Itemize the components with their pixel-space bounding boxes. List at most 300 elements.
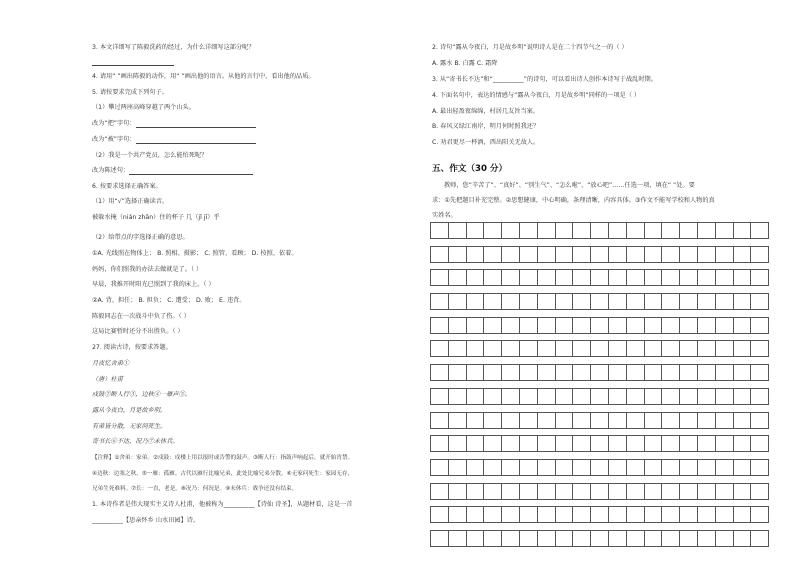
grid-cell[interactable] bbox=[645, 413, 663, 428]
grid-cell[interactable] bbox=[431, 531, 449, 546]
q6-2b-sentence-1[interactable]: 陈毅同志在一次战斗中负了伤。（ ） bbox=[92, 313, 190, 320]
grid-cell[interactable] bbox=[716, 484, 734, 499]
grid-cell[interactable] bbox=[467, 507, 485, 522]
grid-cell[interactable] bbox=[698, 341, 716, 356]
q6-1-pinyin-line[interactable]: 被躲水掩（nián zhān）住的杯子 几（jǐ jī）乎 bbox=[92, 214, 220, 221]
grid-cell[interactable] bbox=[538, 460, 556, 475]
grid-cell[interactable] bbox=[662, 484, 680, 499]
grid-cell[interactable] bbox=[449, 223, 467, 238]
grid-cell[interactable] bbox=[484, 294, 502, 309]
grid-cell[interactable] bbox=[556, 270, 574, 285]
grid-cell[interactable] bbox=[627, 484, 645, 499]
grid-cell[interactable] bbox=[627, 341, 645, 356]
grid-cell[interactable] bbox=[751, 365, 769, 380]
grid-cell[interactable] bbox=[716, 365, 734, 380]
grid-cell[interactable] bbox=[627, 318, 645, 333]
q6-2a-options: ①A. 光线照在物体上； B. 照相、摄影； C. 照管、看顾； D. 按照、依着。 bbox=[92, 250, 298, 257]
poem-author: （唐）杜甫 bbox=[92, 376, 123, 383]
grid-cell[interactable] bbox=[502, 341, 520, 356]
grid-cell[interactable] bbox=[467, 484, 485, 499]
grid-cell[interactable] bbox=[449, 389, 467, 404]
grid-cell[interactable] bbox=[556, 507, 574, 522]
grid-cell[interactable] bbox=[591, 484, 609, 499]
grid-cell[interactable] bbox=[609, 270, 627, 285]
grid-cell[interactable] bbox=[662, 294, 680, 309]
grid-cell[interactable] bbox=[502, 365, 520, 380]
grid-cell[interactable] bbox=[573, 365, 591, 380]
grid-cell[interactable] bbox=[591, 270, 609, 285]
grid-cell[interactable] bbox=[556, 341, 574, 356]
grid-cell[interactable] bbox=[502, 247, 520, 262]
grid-cell[interactable] bbox=[645, 531, 663, 546]
grid-cell[interactable] bbox=[716, 294, 734, 309]
question-6-1: （1）用“√”选择正确读音。 bbox=[92, 198, 169, 205]
grid-cell[interactable] bbox=[502, 460, 520, 475]
grid-cell[interactable] bbox=[520, 270, 538, 285]
grid-cell[interactable] bbox=[751, 436, 769, 451]
grid-cell[interactable] bbox=[449, 318, 467, 333]
grid-cell[interactable] bbox=[698, 484, 716, 499]
grid-cell[interactable] bbox=[484, 389, 502, 404]
grid-cell[interactable] bbox=[467, 341, 485, 356]
grid-cell[interactable] bbox=[609, 413, 627, 428]
grid-cell[interactable] bbox=[698, 365, 716, 380]
grid-cell[interactable] bbox=[573, 223, 591, 238]
grid-cell[interactable] bbox=[609, 389, 627, 404]
grid-cell[interactable] bbox=[538, 223, 556, 238]
poem-question-1[interactable]: 1. 本诗作者是伟大现实主义诗人杜甫，他被称为__________【诗仙 诗圣】，从题材看，这是一首 bbox=[92, 501, 353, 508]
grid-cell[interactable] bbox=[609, 318, 627, 333]
grid-cell[interactable] bbox=[591, 318, 609, 333]
grid-cell[interactable] bbox=[431, 365, 449, 380]
poem-question-4-option-c[interactable]: C. 劝君更尽一杯酒，西出阳关无故人。 bbox=[432, 139, 540, 146]
grid-cell[interactable] bbox=[502, 223, 520, 238]
grid-cell[interactable] bbox=[645, 460, 663, 475]
grid-cell[interactable] bbox=[449, 294, 467, 309]
grid-cell[interactable] bbox=[680, 318, 698, 333]
grid-cell[interactable] bbox=[680, 247, 698, 262]
grid-cell[interactable] bbox=[698, 460, 716, 475]
grid-cell[interactable] bbox=[734, 507, 752, 522]
grid-cell[interactable] bbox=[484, 413, 502, 428]
grid-cell[interactable] bbox=[662, 507, 680, 522]
grid-cell[interactable] bbox=[680, 341, 698, 356]
grid-cell[interactable] bbox=[449, 531, 467, 546]
grid-cell[interactable] bbox=[609, 365, 627, 380]
grid-cell[interactable] bbox=[502, 507, 520, 522]
grid-cell[interactable] bbox=[538, 507, 556, 522]
q6-2a-sentence-2[interactable]: 早晨，我推开时阳光已照到了我的床上。（ ） bbox=[92, 281, 215, 288]
grid-cell[interactable] bbox=[556, 223, 574, 238]
grid-cell[interactable] bbox=[680, 531, 698, 546]
grid-cell[interactable] bbox=[573, 484, 591, 499]
grid-cell[interactable] bbox=[751, 318, 769, 333]
answer-line-q3[interactable] bbox=[92, 58, 174, 66]
grid-cell[interactable] bbox=[502, 389, 520, 404]
grid-cell[interactable] bbox=[716, 436, 734, 451]
grid-cell[interactable] bbox=[680, 294, 698, 309]
grid-cell[interactable] bbox=[734, 318, 752, 333]
grid-cell[interactable] bbox=[449, 270, 467, 285]
grid-cell[interactable] bbox=[573, 531, 591, 546]
grid-cell[interactable] bbox=[680, 365, 698, 380]
grid-cell[interactable] bbox=[520, 318, 538, 333]
grid-cell[interactable] bbox=[591, 436, 609, 451]
grid-cell[interactable] bbox=[502, 484, 520, 499]
grid-cell[interactable] bbox=[627, 365, 645, 380]
grid-cell[interactable] bbox=[520, 436, 538, 451]
grid-cell[interactable] bbox=[520, 460, 538, 475]
grid-cell[interactable] bbox=[751, 413, 769, 428]
grid-cell[interactable] bbox=[502, 413, 520, 428]
grid-cell[interactable] bbox=[591, 460, 609, 475]
grid-cell[interactable] bbox=[645, 223, 663, 238]
grid-cell[interactable] bbox=[431, 318, 449, 333]
grid-cell[interactable] bbox=[538, 341, 556, 356]
grid-cell[interactable] bbox=[751, 460, 769, 475]
grid-row bbox=[430, 459, 769, 476]
grid-cell[interactable] bbox=[520, 247, 538, 262]
grid-cell[interactable] bbox=[484, 460, 502, 475]
grid-cell[interactable] bbox=[627, 413, 645, 428]
grid-cell[interactable] bbox=[627, 270, 645, 285]
grid-cell[interactable] bbox=[538, 318, 556, 333]
grid-cell[interactable] bbox=[556, 460, 574, 475]
grid-cell[interactable] bbox=[502, 270, 520, 285]
grid-cell[interactable] bbox=[680, 507, 698, 522]
grid-cell[interactable] bbox=[591, 531, 609, 546]
grid-cell[interactable] bbox=[484, 341, 502, 356]
q5-statement-label: 改为陈述句： bbox=[92, 167, 130, 174]
grid-cell[interactable] bbox=[484, 436, 502, 451]
grid-cell[interactable] bbox=[467, 318, 485, 333]
grid-cell[interactable] bbox=[609, 484, 627, 499]
grid-cell[interactable] bbox=[645, 389, 663, 404]
grid-cell[interactable] bbox=[645, 436, 663, 451]
grid-cell[interactable] bbox=[627, 389, 645, 404]
essay-prompt-3: 实姓名。 bbox=[432, 212, 457, 219]
grid-cell[interactable] bbox=[556, 389, 574, 404]
grid-cell[interactable] bbox=[680, 460, 698, 475]
grid-cell[interactable] bbox=[573, 341, 591, 356]
grid-cell[interactable] bbox=[734, 460, 752, 475]
grid-cell[interactable] bbox=[662, 365, 680, 380]
grid-cell[interactable] bbox=[520, 507, 538, 522]
grid-cell[interactable] bbox=[573, 294, 591, 309]
grid-cell[interactable] bbox=[609, 507, 627, 522]
grid-cell[interactable] bbox=[502, 318, 520, 333]
grid-cell[interactable] bbox=[734, 294, 752, 309]
grid-cell[interactable] bbox=[431, 460, 449, 475]
grid-cell[interactable] bbox=[716, 460, 734, 475]
poem-question-4-option-a[interactable]: A. 最出轻盈夜绵绵，村居几友旨当案。 bbox=[432, 108, 540, 115]
grid-cell[interactable] bbox=[627, 294, 645, 309]
grid-cell[interactable] bbox=[645, 270, 663, 285]
grid-cell[interactable] bbox=[467, 460, 485, 475]
grid-cell[interactable] bbox=[467, 436, 485, 451]
grid-row bbox=[430, 340, 769, 357]
poem-question-2-options[interactable]: A. 露水 B. 白露 C. 霜降 bbox=[432, 60, 498, 67]
grid-cell[interactable] bbox=[520, 413, 538, 428]
grid-cell[interactable] bbox=[484, 270, 502, 285]
poem-question-3[interactable]: 3. 从“寄书长不达”和“__________”的诗句，可以看出诗人创作本诗写于战乱时期。 bbox=[432, 76, 657, 83]
grid-cell[interactable] bbox=[431, 341, 449, 356]
grid-cell[interactable] bbox=[680, 389, 698, 404]
grid-cell[interactable] bbox=[627, 460, 645, 475]
q6-2a-sentence-1[interactable]: 妈妈，你们照我的办法去做就是了。（ ） bbox=[92, 266, 203, 273]
grid-cell[interactable] bbox=[520, 223, 538, 238]
grid-cell[interactable] bbox=[716, 247, 734, 262]
grid-cell[interactable] bbox=[556, 318, 574, 333]
grid-cell[interactable] bbox=[698, 413, 716, 428]
grid-cell[interactable] bbox=[467, 389, 485, 404]
grid-cell[interactable] bbox=[698, 389, 716, 404]
grid-cell[interactable] bbox=[449, 460, 467, 475]
grid-cell[interactable] bbox=[431, 294, 449, 309]
q5-statement[interactable] bbox=[92, 167, 253, 175]
grid-row bbox=[430, 388, 769, 405]
grid-cell[interactable] bbox=[556, 294, 574, 309]
grid-cell[interactable] bbox=[573, 389, 591, 404]
grid-cell[interactable] bbox=[734, 484, 752, 499]
grid-cell[interactable] bbox=[591, 294, 609, 309]
grid-cell[interactable] bbox=[467, 247, 485, 262]
grid-cell[interactable] bbox=[698, 270, 716, 285]
grid-cell[interactable] bbox=[609, 460, 627, 475]
grid-cell[interactable] bbox=[662, 389, 680, 404]
grid-cell[interactable] bbox=[662, 436, 680, 451]
grid-cell[interactable] bbox=[751, 389, 769, 404]
grid-cell[interactable] bbox=[609, 247, 627, 262]
grid-cell[interactable] bbox=[645, 341, 663, 356]
grid-cell[interactable] bbox=[680, 223, 698, 238]
grid-cell[interactable] bbox=[716, 270, 734, 285]
grid-cell[interactable] bbox=[449, 247, 467, 262]
grid-cell[interactable] bbox=[716, 341, 734, 356]
grid-cell[interactable] bbox=[467, 413, 485, 428]
grid-cell[interactable] bbox=[538, 484, 556, 499]
grid-cell[interactable] bbox=[734, 436, 752, 451]
grid-cell[interactable] bbox=[662, 531, 680, 546]
grid-cell[interactable] bbox=[645, 294, 663, 309]
grid-cell[interactable] bbox=[609, 531, 627, 546]
grid-cell[interactable] bbox=[467, 294, 485, 309]
poem-line-2: 露从今夜白，月是故乡明。 bbox=[92, 407, 167, 414]
grid-cell[interactable] bbox=[591, 389, 609, 404]
grid-cell[interactable] bbox=[680, 484, 698, 499]
grid-cell[interactable] bbox=[698, 436, 716, 451]
grid-cell[interactable] bbox=[538, 436, 556, 451]
grid-cell[interactable] bbox=[662, 413, 680, 428]
q6-2b-sentence-2[interactable]: 这局比赛暂时还分不出胜负。（ ） bbox=[92, 328, 184, 335]
grid-cell[interactable] bbox=[698, 247, 716, 262]
grid-cell[interactable] bbox=[716, 318, 734, 333]
grid-cell[interactable] bbox=[734, 365, 752, 380]
question-6-2: （2）给带点的字选择正确的意思。 bbox=[92, 234, 189, 241]
grid-cell[interactable] bbox=[734, 270, 752, 285]
grid-cell[interactable] bbox=[645, 484, 663, 499]
grid-cell[interactable] bbox=[573, 507, 591, 522]
grid-cell[interactable] bbox=[734, 531, 752, 546]
grid-cell[interactable] bbox=[734, 223, 752, 238]
grid-cell[interactable] bbox=[431, 436, 449, 451]
grid-row bbox=[430, 269, 769, 286]
grid-cell[interactable] bbox=[716, 223, 734, 238]
grid-cell[interactable] bbox=[484, 365, 502, 380]
grid-cell[interactable] bbox=[502, 531, 520, 546]
grid-cell[interactable] bbox=[431, 270, 449, 285]
grid-cell[interactable] bbox=[520, 484, 538, 499]
grid-cell[interactable] bbox=[734, 389, 752, 404]
grid-cell[interactable] bbox=[538, 270, 556, 285]
grid-cell[interactable] bbox=[698, 531, 716, 546]
grid-cell[interactable] bbox=[698, 318, 716, 333]
grid-cell[interactable] bbox=[698, 507, 716, 522]
grid-cell[interactable] bbox=[734, 413, 752, 428]
grid-cell[interactable] bbox=[591, 341, 609, 356]
grid-cell[interactable] bbox=[645, 507, 663, 522]
grid-cell[interactable] bbox=[538, 413, 556, 428]
grid-cell[interactable] bbox=[467, 531, 485, 546]
grid-cell[interactable] bbox=[502, 436, 520, 451]
poem-note-2: ④边秋：边塞之秋。⑤一雁：孤雁。古代以雁行比喻兄弟，此处比喻兄弟分散。⑥无家问死生：家园无存， bbox=[92, 471, 354, 477]
grid-cell[interactable] bbox=[573, 413, 591, 428]
grid-cell[interactable] bbox=[484, 484, 502, 499]
grid-cell[interactable] bbox=[751, 247, 769, 262]
grid-cell[interactable] bbox=[538, 389, 556, 404]
grid-cell[interactable] bbox=[520, 531, 538, 546]
grid-cell[interactable] bbox=[751, 294, 769, 309]
grid-cell[interactable] bbox=[484, 531, 502, 546]
grid-cell[interactable] bbox=[556, 413, 574, 428]
grid-cell[interactable] bbox=[645, 247, 663, 262]
grid-cell[interactable] bbox=[556, 436, 574, 451]
grid-cell[interactable] bbox=[751, 507, 769, 522]
grid-cell[interactable] bbox=[449, 507, 467, 522]
grid-row bbox=[430, 412, 769, 429]
essay-prompt-1: 教师，您“辛苦了”、“真好”、“别生气”、“怎么啦”、“放心吧”……任选一项，填在“ ”处。要 bbox=[444, 182, 695, 189]
grid-cell[interactable] bbox=[538, 247, 556, 262]
grid-cell[interactable] bbox=[520, 294, 538, 309]
grid-cell[interactable] bbox=[662, 247, 680, 262]
q5-bei-sentence[interactable] bbox=[92, 136, 256, 144]
grid-cell[interactable] bbox=[591, 247, 609, 262]
poem-question-1-cont[interactable]: __________【思亲怀乡 山水田园】诗。 bbox=[92, 517, 200, 524]
grid-cell[interactable] bbox=[431, 389, 449, 404]
poem-note-1: 【注释】①舍弟：家弟。②戍鼓：戍楼上用以报时或告警的鼓声。③断人行：指鼓声响起后，就开始宵禁。 bbox=[92, 455, 354, 461]
grid-cell[interactable] bbox=[449, 365, 467, 380]
grid-cell[interactable] bbox=[609, 341, 627, 356]
grid-cell[interactable] bbox=[538, 294, 556, 309]
grid-cell[interactable] bbox=[431, 223, 449, 238]
grid-cell[interactable] bbox=[662, 223, 680, 238]
grid-cell[interactable] bbox=[431, 247, 449, 262]
grid-cell[interactable] bbox=[573, 270, 591, 285]
grid-cell[interactable] bbox=[662, 270, 680, 285]
grid-cell[interactable] bbox=[484, 318, 502, 333]
grid-cell[interactable] bbox=[520, 341, 538, 356]
grid-cell[interactable] bbox=[751, 484, 769, 499]
grid-cell[interactable] bbox=[645, 365, 663, 380]
grid-cell[interactable] bbox=[431, 413, 449, 428]
grid-cell[interactable] bbox=[751, 270, 769, 285]
grid-cell[interactable] bbox=[467, 223, 485, 238]
grid-cell[interactable] bbox=[467, 270, 485, 285]
grid-cell[interactable] bbox=[556, 365, 574, 380]
grid-cell[interactable] bbox=[484, 223, 502, 238]
grid-cell[interactable] bbox=[609, 436, 627, 451]
grid-cell[interactable] bbox=[698, 294, 716, 309]
grid-cell[interactable] bbox=[449, 341, 467, 356]
grid-cell[interactable] bbox=[591, 223, 609, 238]
grid-cell[interactable] bbox=[751, 223, 769, 238]
grid-cell[interactable] bbox=[716, 507, 734, 522]
grid-row bbox=[430, 364, 769, 381]
grid-cell[interactable] bbox=[627, 531, 645, 546]
grid-cell[interactable] bbox=[751, 531, 769, 546]
grid-cell[interactable] bbox=[556, 484, 574, 499]
poem-question-4-option-b[interactable]: B. 春风又绿江南岸，明月何时照我还？ bbox=[432, 123, 540, 130]
grid-cell[interactable] bbox=[538, 365, 556, 380]
grid-cell[interactable] bbox=[680, 436, 698, 451]
grid-cell[interactable] bbox=[573, 318, 591, 333]
grid-cell[interactable] bbox=[449, 436, 467, 451]
grid-cell[interactable] bbox=[573, 436, 591, 451]
grid-cell[interactable] bbox=[556, 531, 574, 546]
grid-row bbox=[430, 246, 769, 263]
grid-cell[interactable] bbox=[484, 507, 502, 522]
q5-ba-sentence[interactable] bbox=[92, 120, 256, 128]
grid-cell[interactable] bbox=[716, 389, 734, 404]
grid-cell[interactable] bbox=[431, 484, 449, 499]
grid-cell[interactable] bbox=[538, 531, 556, 546]
grid-cell[interactable] bbox=[662, 318, 680, 333]
grid-cell[interactable] bbox=[627, 223, 645, 238]
grid-cell[interactable] bbox=[662, 341, 680, 356]
essay-writing-grid[interactable] bbox=[430, 222, 769, 554]
grid-cell[interactable] bbox=[502, 294, 520, 309]
grid-cell[interactable] bbox=[627, 247, 645, 262]
grid-cell[interactable] bbox=[573, 460, 591, 475]
grid-cell[interactable] bbox=[698, 223, 716, 238]
grid-cell[interactable] bbox=[591, 365, 609, 380]
grid-cell[interactable] bbox=[591, 413, 609, 428]
grid-cell[interactable] bbox=[431, 507, 449, 522]
grid-cell[interactable] bbox=[573, 247, 591, 262]
grid-cell[interactable] bbox=[662, 460, 680, 475]
grid-cell[interactable] bbox=[734, 247, 752, 262]
grid-cell[interactable] bbox=[449, 484, 467, 499]
grid-cell[interactable] bbox=[484, 247, 502, 262]
grid-cell[interactable] bbox=[609, 294, 627, 309]
grid-cell[interactable] bbox=[734, 341, 752, 356]
grid-cell[interactable] bbox=[680, 270, 698, 285]
grid-cell[interactable] bbox=[520, 365, 538, 380]
grid-cell[interactable] bbox=[680, 413, 698, 428]
grid-cell[interactable] bbox=[751, 341, 769, 356]
grid-cell[interactable] bbox=[449, 413, 467, 428]
grid-cell[interactable] bbox=[716, 413, 734, 428]
grid-cell[interactable] bbox=[627, 436, 645, 451]
grid-cell[interactable] bbox=[556, 247, 574, 262]
grid-cell[interactable] bbox=[520, 389, 538, 404]
grid-cell[interactable] bbox=[645, 318, 663, 333]
grid-cell[interactable] bbox=[467, 365, 485, 380]
grid-cell[interactable] bbox=[627, 507, 645, 522]
grid-cell[interactable] bbox=[591, 507, 609, 522]
grid-cell[interactable] bbox=[609, 223, 627, 238]
grid-cell[interactable] bbox=[716, 531, 734, 546]
